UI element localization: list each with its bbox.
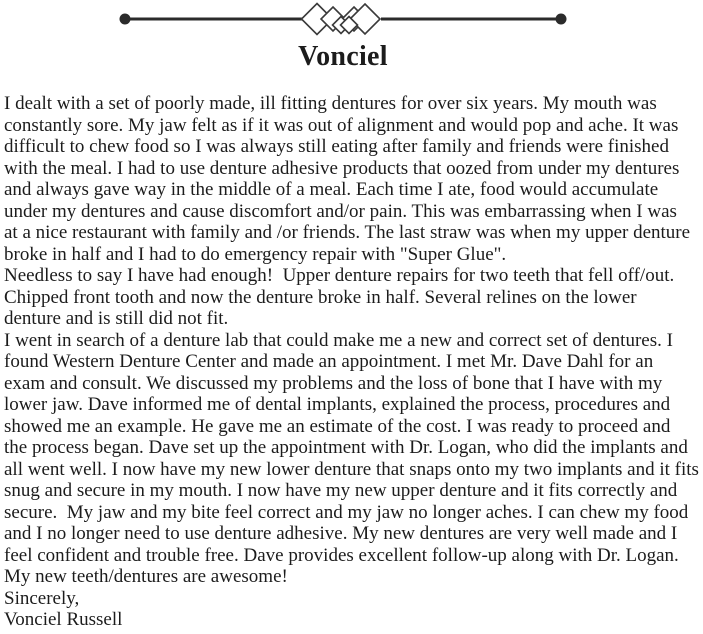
text-line: lower jaw. Dave informed me of dental implants, explained the process, procedures and bbox=[4, 394, 671, 415]
diamond-chain-rule-divider bbox=[0, 0, 686, 38]
text-line: feel confident and trouble free. Dave provides excellent follow-up along with Dr. Logan. bbox=[4, 544, 679, 566]
testimonial-header bbox=[0, 0, 686, 72]
text-line: snug and secure in my mouth. I now have my new upper denture and it fits correctly and bbox=[4, 480, 678, 501]
text-line: broke in half and I had to do emergency repair with "Super Glue". bbox=[4, 243, 507, 265]
right-end-dot bbox=[556, 14, 567, 25]
text-line: constantly sore. My jaw felt as if it was out of alignment and would pop and ache. It was bbox=[4, 114, 679, 136]
text-line: denture and is still did not fit. bbox=[4, 308, 229, 329]
signature-name: Vonciel Russell bbox=[4, 609, 123, 630]
text-line: My new teeth/dentures are awesome! bbox=[4, 566, 288, 587]
text-line: under my dentures and cause discomfort and/or pain. This was embarrassing when I was bbox=[4, 200, 677, 222]
text-line: with the meal. I had to use denture adhesive products that oozed from under my dentures bbox=[4, 157, 680, 179]
text-line: the process began. Dave set up the appointment with Dr. Logan, who did the implants and bbox=[4, 437, 688, 458]
signature-closing: Sincerely, bbox=[4, 587, 80, 609]
left-end-dot bbox=[120, 14, 131, 25]
text-line: secure. My jaw and my bite feel correct and my jaw no longer aches. I can chew my food bbox=[4, 501, 689, 523]
page-title: Vonciel bbox=[298, 41, 388, 72]
signature-block bbox=[4, 588, 703, 631]
text-line: all went well. I now have my new lower denture that snaps onto my two implants and it fits bbox=[4, 458, 699, 480]
text-line: difficult to chew food so I was always still eating after family and friends were finished bbox=[4, 136, 669, 157]
text-line: exam and consult. We discussed my problems and the loss of bone that I have with my bbox=[4, 372, 663, 394]
text-line: at a nice restaurant with family and /or friends. The last straw was when my upper denture bbox=[4, 222, 691, 243]
text-line: found Western Denture Center and made an appointment. I met Mr. Dave Dahl for an bbox=[4, 351, 654, 372]
text-line: and always gave way in the middle of a meal. Each time I ate, food would accumulate bbox=[4, 179, 659, 200]
testimonial-body bbox=[4, 93, 703, 588]
text-line: I dealt with a set of poorly made, ill fitting dentures for over six years. My mouth was bbox=[4, 93, 657, 114]
text-line: Needless to say I have had enough! Upper denture repairs for two teeth that fell off/out. bbox=[4, 265, 675, 286]
diamond-cluster-icon bbox=[302, 4, 381, 35]
text-line: and I no longer need to use denture adhesive. My new dentures are very well made and I bbox=[4, 523, 678, 544]
text-line: Chipped front tooth and now the denture broke in half. Several relines on the lower bbox=[4, 286, 637, 308]
text-line: I went in search of a denture lab that could make me a new and correct set of dentures. I bbox=[4, 329, 673, 351]
text-line: showed me an example. He gave me an estimate of the cost. I was ready to proceed and bbox=[4, 415, 671, 437]
